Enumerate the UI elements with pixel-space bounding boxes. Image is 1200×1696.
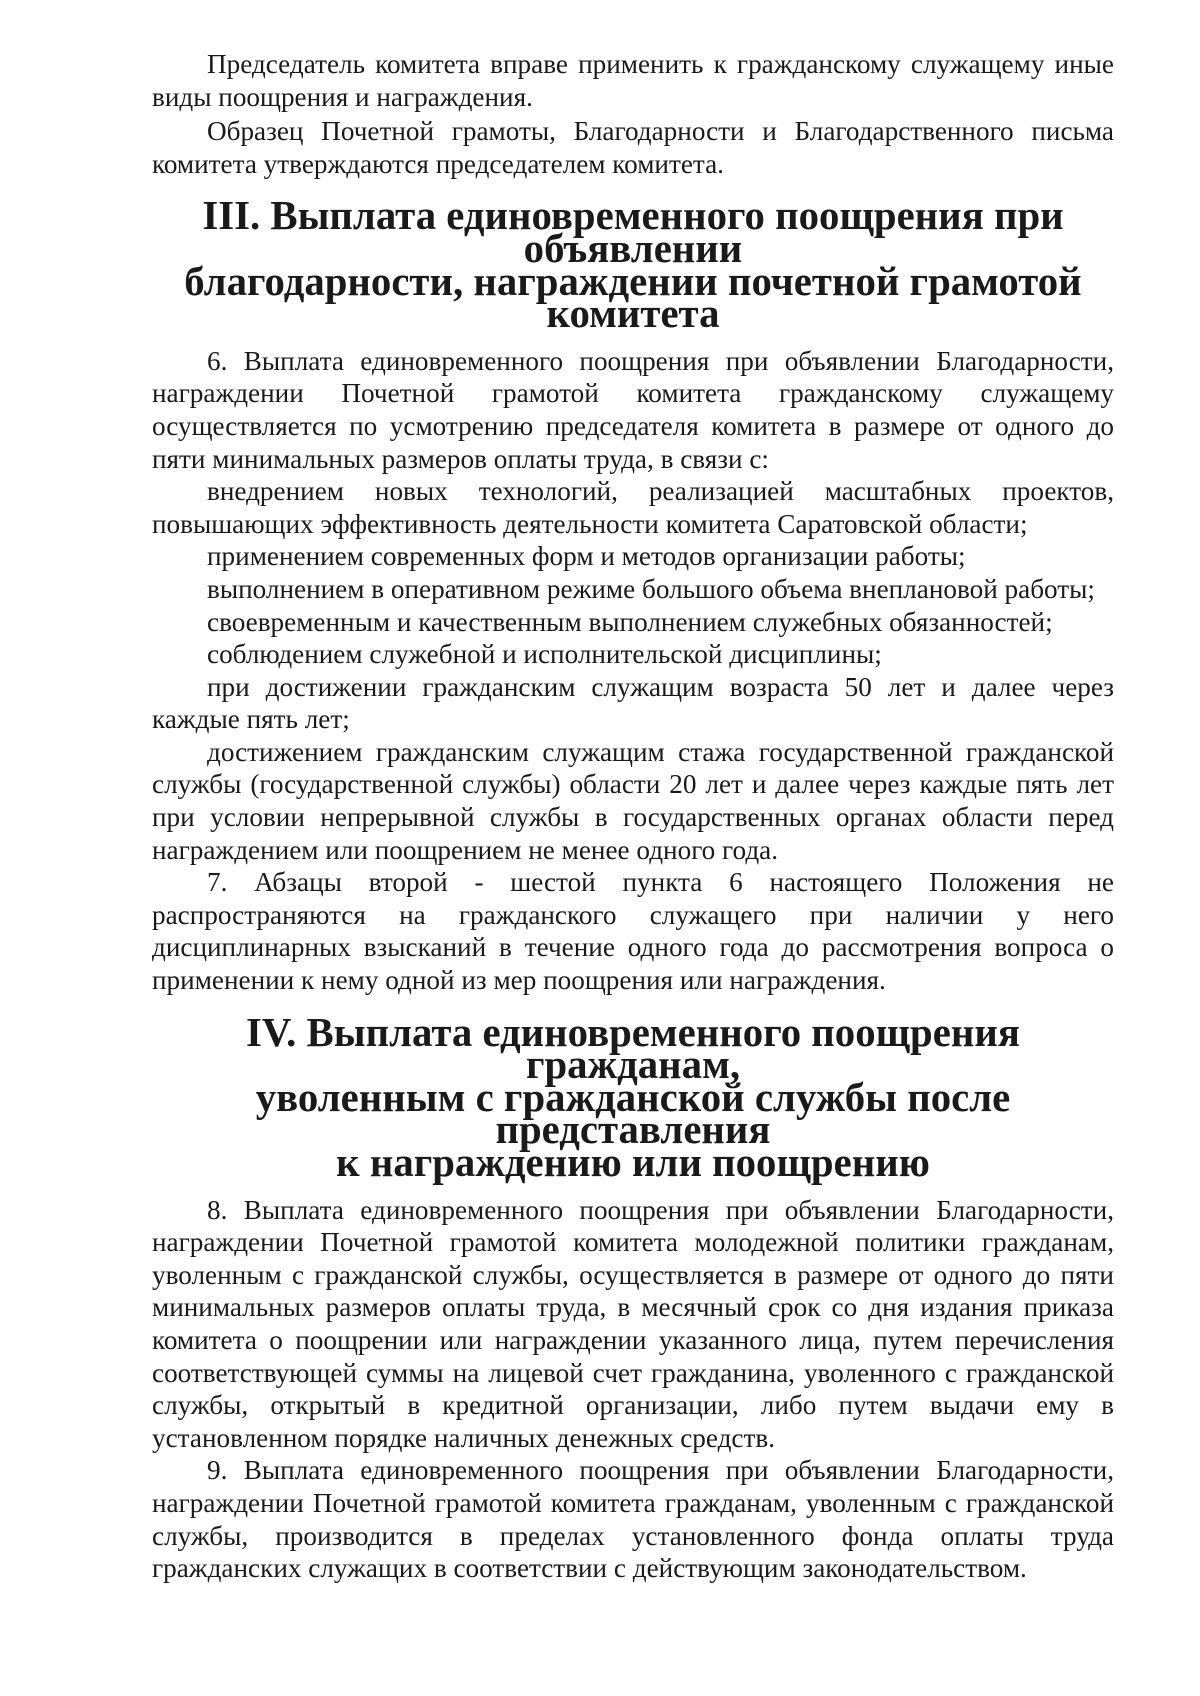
section-4-heading-line: к награждению или поощрению [336,1140,930,1185]
section-3-heading-line: благодарности, награждении почетной грамотой комитета [184,258,1082,337]
paragraph-item-6-duties: своевременным и качественным выполнением служебных обязанностей; [207,606,1053,637]
paragraph-item-9: 9. Выплата единовременного поощрения при объявлении Благодарности, награждении Почетной грамотой комитета гражданам, уволенным с гражданской службы, производится в пределах установленного фонда оплаты труда гражданских служащих в соответствии с действующим законодательством. [152,1455,1114,1584]
paragraph-item-6-service-length: достижением гражданским служащим стажа государственной гражданской службы (государственной службы) области 20 лет и далее через каждые пять лет при условии непрерывной службы в государственных органах области перед награждением или поощрением не менее одного года. [152,736,1114,865]
paragraph-item-6: 6. Выплата единовременного поощрения при объявлении Благодарности, награждении Почетной грамотой комитета гражданскому служащему осуществляется по усмотрению председателя комитета в размере от одного до пяти минимальных размеров оплаты труда, в связи с: [152,345,1114,474]
paragraph-item-6-discipline: соблюдением служебной и исполнительской дисциплины; [207,639,882,670]
section-4-heading-line: IV. Выплата единовременного поощрения гражданам, [246,1009,1020,1088]
section-3-heading [152,193,1114,337]
section-3-heading-line: III. Выплата единовременного поощрения при объявлении [202,193,1064,271]
paragraph-item-6-unplanned-work: выполнением в оперативном режиме большого объема внеплановой работы; [207,573,1095,604]
paragraph-other-awards: Председатель комитета вправе применить к гражданскому служащему иные виды поощрения и награждения. [152,49,1114,112]
paragraph-item-6-methods: применением современных форм и методов организации работы; [207,541,966,572]
paragraph-item-6-age: при достижении гражданским служащим возраста 50 лет и далее через каждые пять лет; [152,671,1114,735]
paragraph-item-8: 8. Выплата единовременного поощрения при объявлении Благодарности, награждении Почетной грамотой комитета молодежной политики гражданам, уволенным с гражданской службы, осуществляется в размере от одного до пяти минимальных размеров оплаты труда, в месячный срок со дня издания приказа комитета о поощрении или награждении указанного лица, путем перечисления соответствующей суммы на лицевой счет гражданина, уволенного с гражданской службы, открытый в кредитной организации, либо путем выдачи ему в установленном порядке наличных денежных средств. [152,1194,1114,1453]
paragraph-item-6-technologies: внедрением новых технологий, реализацией масштабных проектов, повышающих эффективность деятельности комитета Саратовской области; [152,476,1114,539]
document-page [152,48,1114,1585]
paragraph-item-7: 7. Абзацы второй - шестой пункта 6 настоящего Положения не распространяются на гражданского служащего при наличии у него дисциплинарных взысканий в течение одного года до рассмотрения вопроса о применении к нему одной из мер поощрения или награждения. [152,867,1114,996]
section-4-heading [152,1009,1114,1185]
section-4-heading-line: уволенным с гражданской службы после представления [255,1074,1011,1153]
paragraph-award-sample: Образец Почетной грамоты, Благодарности и Благодарственного письма комитета утверждаются председателем комитета. [152,116,1114,179]
